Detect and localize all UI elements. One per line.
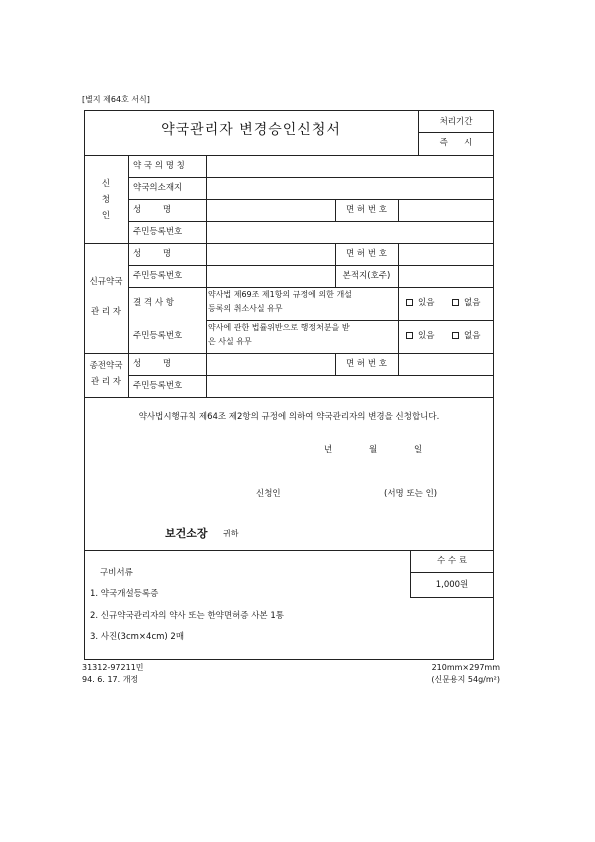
applicant-group-label-3: 인 [101, 211, 111, 221]
fee-label: 수 수 료 [436, 556, 468, 566]
applicant-license-label: 면 허 번 호 [346, 205, 387, 215]
new-manager-license-label: 면 허 번 호 [346, 249, 387, 259]
old-manager-name-label: 성 명 [133, 359, 172, 369]
new-manager-domicile-field[interactable] [399, 266, 493, 286]
new-manager-resident-field[interactable] [207, 266, 334, 286]
documents-header: 구비서류 [100, 568, 133, 578]
clause2-line2: 은 사실 유무 [208, 337, 252, 346]
new-manager-name-field[interactable] [207, 244, 334, 264]
document-item-2: 2. 신규약국관리자의 약사 또는 한약면허증 사본 1통 [90, 611, 284, 621]
pharmacy-name-field[interactable] [207, 156, 493, 176]
new-manager-resident-label-2: 주민등록번호 [133, 331, 183, 341]
new-manager-group-label-1: 신규약국 [89, 277, 123, 287]
applicant-license-field[interactable] [399, 200, 493, 220]
old-manager-resident-label: 주민등록번호 [133, 381, 183, 391]
date-year-label: 년 [324, 445, 333, 455]
new-manager-name-label: 성 명 [133, 249, 172, 259]
new-manager-license-field[interactable] [399, 244, 493, 264]
applicant-group-label-1: 신 [101, 179, 111, 189]
pharmacy-name-label: 약 국 의 명 칭 [133, 161, 185, 171]
old-manager-license-label: 면 허 번 호 [346, 359, 387, 369]
document-item-3: 3. 사진(3cm×4cm) 2매 [90, 632, 185, 642]
processing-period-value: 즉 시 [439, 138, 473, 148]
document-item-1: 1. 약국개설등록증 [90, 589, 159, 599]
old-manager-group-label-1: 종전약국 [89, 361, 123, 371]
clause1-yes-label: 있음 [418, 298, 435, 308]
processing-period-label: 처리기간 [439, 117, 473, 127]
footer-paper-type: (신문용지 54g/m²) [431, 675, 500, 684]
old-manager-resident-field[interactable] [207, 376, 493, 396]
new-manager-group-label-2: 관 리 자 [90, 307, 122, 317]
date-month-label: 월 [369, 445, 378, 455]
pharmacy-address-label: 약국의소재지 [133, 183, 183, 193]
applicant-group-label-2: 청 [101, 195, 111, 205]
clause2-yes-label: 있음 [418, 331, 435, 341]
form-reference: [별지 제64호 서식] [82, 95, 150, 104]
clause1-line2: 등록의 취소사실 유무 [208, 304, 283, 313]
footer-paper-size: 210mm×297mm [431, 663, 500, 672]
footer-code: 31312-97211민 [82, 663, 144, 672]
applicant-resident-label: 주민등록번호 [133, 227, 183, 237]
footer-revision: 94. 6. 17. 개정 [82, 675, 139, 684]
disqualification-label: 결 격 사 항 [133, 298, 174, 308]
applicant-name-field[interactable] [207, 200, 334, 220]
recipient-title: 보건소장 [165, 527, 208, 540]
applicant-resident-field[interactable] [207, 222, 493, 242]
recipient-suffix: 귀하 [223, 529, 239, 538]
clause1-no-label: 없음 [464, 298, 481, 308]
fee-value: 1,000원 [435, 580, 469, 590]
signature-note: (서명 또는 인) [384, 489, 438, 499]
clause1-yes-checkbox[interactable] [406, 299, 413, 306]
clause2-no-checkbox[interactable] [452, 332, 459, 339]
pharmacy-address-field[interactable] [207, 178, 493, 198]
form-title: 약국관리자 변경승인신청서 [161, 122, 341, 138]
date-day-label: 일 [414, 445, 423, 455]
applicant-name-label: 성 명 [133, 205, 172, 215]
declaration-text: 약사법시행규칙 제64조 제2항의 규정에 의하여 약국관리자의 변경을 신청합니다. [138, 412, 440, 422]
clause1-line1: 약사법 제69조 제1항의 규정에 의한 개설 [208, 290, 352, 299]
clause2-no-label: 없음 [464, 331, 481, 341]
clause2-yes-checkbox[interactable] [406, 332, 413, 339]
new-manager-domicile-label: 본적지(호주) [342, 271, 391, 281]
new-manager-resident-label: 주민등록번호 [133, 271, 183, 281]
old-manager-group-label-2: 관 리 자 [90, 377, 122, 387]
old-manager-name-field[interactable] [207, 354, 334, 374]
clause1-no-checkbox[interactable] [452, 299, 459, 306]
old-manager-license-field[interactable] [399, 354, 493, 374]
signature-applicant-label: 신청인 [256, 489, 281, 499]
clause2-line1: 약사에 관한 법률위반으로 행정처분을 받 [208, 323, 350, 332]
